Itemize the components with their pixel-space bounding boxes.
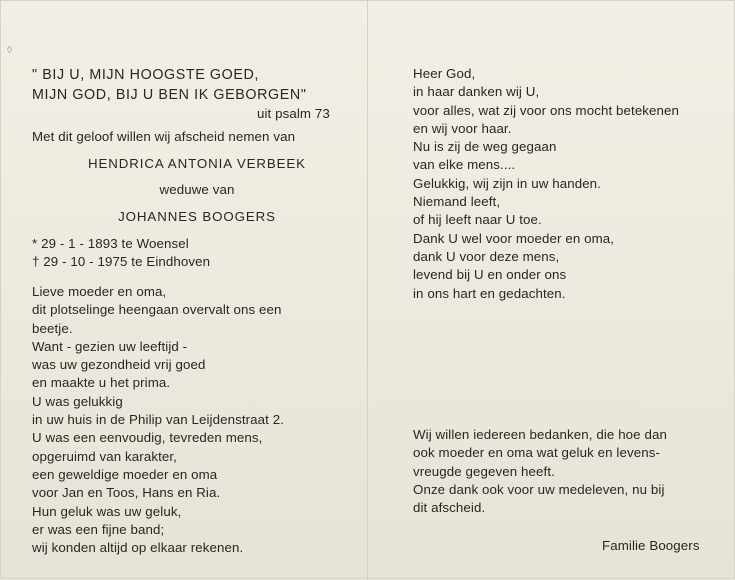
- prayer-line: Nu is zij de weg gegaan: [413, 139, 557, 155]
- prayer: [413, 65, 679, 303]
- prayer-line: Niemand leeft,: [413, 194, 501, 210]
- widow-of-text: weduwe van: [159, 182, 235, 197]
- prayer-line: in ons hart en gedachten.: [413, 285, 566, 301]
- spouse-name: JOHANNES BOOGERS: [118, 209, 276, 224]
- corner-mark: ◊: [7, 45, 12, 56]
- poem-line: en maakte u het prima.: [32, 375, 171, 391]
- prayer-line: in haar danken wij U,: [413, 84, 540, 100]
- poem-line: Lieve moeder en oma,: [32, 284, 167, 299]
- poem-line: U was een eenvoudig, tevreden mens,: [32, 430, 263, 446]
- card-fold-line: [367, 1, 368, 580]
- thanks-line: ook moeder en oma wat geluk en levens-: [413, 445, 660, 461]
- prayer-line: Heer God,: [413, 66, 476, 81]
- prayer-line: of hij leeft naar U toe.: [413, 212, 542, 228]
- poem-line: beetje.: [32, 320, 73, 336]
- prayer-line: voor alles, wat zij voor ons mocht betekenen: [413, 102, 680, 118]
- poem-line: was uw gezondheid vrij goed: [32, 357, 206, 373]
- death-date: † 29 - 10 - 1975 te Eindhoven: [32, 254, 211, 269]
- birth-date: * 29 - 1 - 1893 te Woensel: [32, 236, 189, 251]
- poem-line: in uw huis in de Philip van Leijdenstraat 2.: [32, 412, 285, 428]
- prayer-line: dank U voor deze mens,: [413, 248, 560, 264]
- family-signature: Familie Boogers: [602, 538, 700, 553]
- poem-line: voor Jan en Toos, Hans en Ria.: [32, 485, 221, 501]
- prayer-line: levend bij U en onder ons: [413, 267, 567, 283]
- prayer-line: en wij voor haar.: [413, 120, 512, 136]
- thanks-line: dit afscheid.: [413, 500, 486, 516]
- poem-line: U was gelukkig: [32, 393, 123, 409]
- prayer-line: Dank U wel voor moeder en oma,: [413, 230, 615, 246]
- poem: [32, 283, 284, 557]
- poem-line: wij konden altijd op elkaar rekenen.: [32, 540, 244, 556]
- thanks-line: vreugde gegeven heeft.: [413, 463, 555, 479]
- deceased-name: HENDRICA ANTONIA VERBEEK: [88, 156, 306, 171]
- poem-line: dit plotselinge heengaan overvalt ons een: [32, 302, 282, 318]
- intro-text: Met dit geloof willen wij afscheid nemen van: [32, 129, 296, 144]
- prayer-line: Gelukkig, wij zijn in uw handen.: [413, 175, 601, 191]
- poem-line: Hun geluk was uw geluk,: [32, 503, 182, 519]
- prayer-line: van elke mens....: [413, 157, 516, 173]
- motto-line-2: MIJN GOD, BIJ U BEN IK GEBORGEN": [32, 87, 307, 103]
- poem-line: opgeruimd van karakter,: [32, 448, 177, 464]
- thanks-text: [413, 426, 667, 517]
- thanks-line: Onze dank ook voor uw medeleven, nu bij: [413, 481, 665, 497]
- poem-line: Want - gezien uw leeftijd -: [32, 338, 188, 354]
- poem-line: een geweldige moeder en oma: [32, 466, 218, 482]
- psalm-source: uit psalm 73: [257, 106, 330, 121]
- motto-line-1: " BIJ U, MIJN HOOGSTE GOED,: [32, 67, 260, 83]
- thanks-line: Wij willen iedereen bedanken, die hoe dan: [413, 427, 667, 442]
- poem-line: er was een fijne band;: [32, 521, 165, 537]
